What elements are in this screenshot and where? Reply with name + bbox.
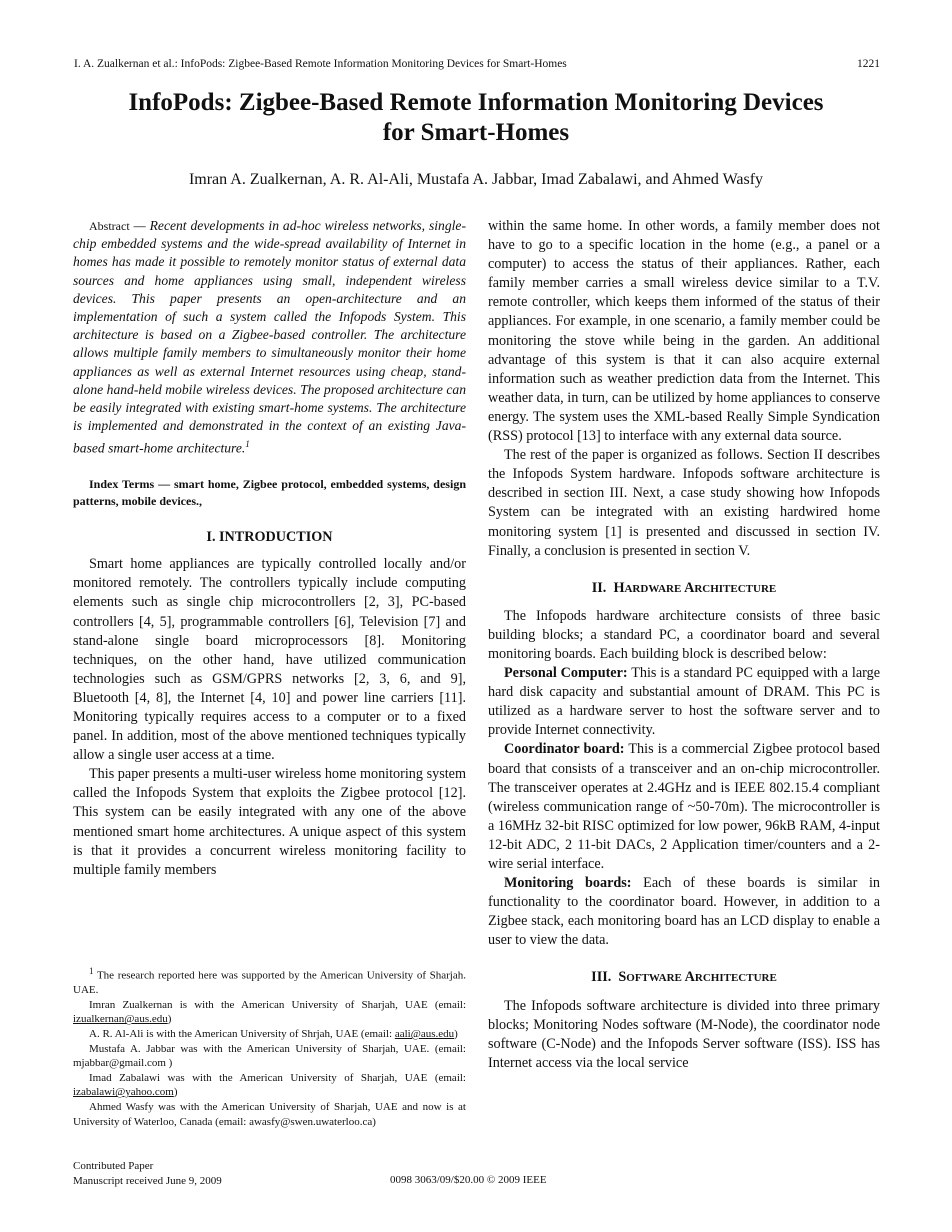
abstract-footnote-mark: 1 — [245, 439, 250, 450]
contributed-paper-label: Contributed Paper — [73, 1160, 154, 1172]
page-number: 1221 — [857, 58, 880, 70]
coordinator-board-label: Coordinator board: — [504, 741, 625, 758]
left-column — [73, 217, 466, 880]
software-intro: The Infopods software architecture is divided into three primary blocks; Monitoring Nodes software (M-Node), the coordinator node software (C-Node) and the Infopods Server software (ISS). ISS has Internet access via the local service — [488, 997, 880, 1071]
abstract — [73, 217, 466, 458]
title-line-1: InfoPods: Zigbee-Based Remote Information Monitoring Devices — [128, 89, 824, 116]
intro-paragraph-2: This paper presents a multi-user wireless home monitoring system called the Infopods System that exploits the Zigbee protocol [12]. This system can be easily integrated with any one of the above mentioned smart home architectures. A unique aspect of this system is that it provides a concurrent wireless monitoring facility to multiple family members — [73, 766, 466, 878]
section-2-heading: II. HARDWARE ARCHITECTURE — [591, 579, 777, 596]
coordinator-board-paragraph: Coordinator board: This is a commercial Zigbee protocol based board that consists of a transceiver and an on-chip microcontroller. The transceiver operates at 2.4GHz and is IEEE 802.15.4 compliant (wireless communication range of ~50-70m). The microcontroller is a 16MHz 32-bit RISC optimized for low power, 96kB RAM, 4-input 12-bit ADC, 2 11-bit DACs, 2 Application timer/counters and a 2-wire serial interface. — [488, 741, 880, 872]
footnote-author-2: A. R. Al-Ali is with the American University of Shrjah, UAE (email: aali@aus.edu) — [89, 1028, 458, 1041]
intro-paragraph-1: Smart home appliances are typically controlled locally and/or monitored remotely. The controllers typically include computing elements such as single chip microcontrollers [2, 3], PC-based controllers [4, 5], programmable controllers [6], Television [7] and stand-alone single board microprocessors [8]. Monitoring techniques, on the other hand, have utilized communication technologies such as GSM/GPRS networks [2, 3, 6, and 9], Bluetooth [4, 8], the Internet [4, 10] and power line carriers [11]. Monitoring typically requires access to a computer or to a fixed panel. In addition, most of the above mentioned techniques typically allow a single user access at a time. — [73, 556, 466, 764]
footnotes — [73, 964, 466, 1129]
section-3-heading: III. SOFTWARE ARCHITECTURE — [591, 969, 777, 986]
abstract-dash: — — [129, 218, 150, 233]
footnote-1-mark: 1 — [89, 966, 94, 976]
monitoring-boards-paragraph: Monitoring boards: Each of these boards is similar in functionality to the coordinator board. However, in addition to a Zigbee stack, each monitoring board has an LCD display to enable a user to view the data. — [488, 875, 880, 949]
abstract-lead: Abstract — [89, 219, 130, 233]
footnote-author-5: Ahmed Wasfy was with the American University of Sharjah, UAE and now is at University of Waterloo, Canada (email: awasfy@swen.uwaterloo.ca) — [73, 1101, 466, 1128]
title-line-2: for Smart-Homes — [382, 119, 570, 146]
author-list: Imran A. Zualkernan, A. R. Al-Ali, Mustafa A. Jabbar, Imad Zabalawi, and Ahmed Wasfy — [188, 171, 764, 188]
intro-paragraph-3: The rest of the paper is organized as follows. Section II describes the Infopods System hardware. Infopods software architecture is described in section III. Next, a case study showing how Infopods System can be integrated with an existing hardwired home monitoring system [1] is presented and discussed in section IV. Finally, a conclusion is presented in section V. — [488, 447, 880, 559]
email-link[interactable]: izualkernan@aus.edu — [73, 1013, 168, 1026]
footnote-author-3: Mustafa A. Jabbar was with the American University of Sharjah, UAE. (email: mjabbar@gmail.com ) — [73, 1042, 466, 1070]
email-link[interactable]: aali@aus.edu — [394, 1028, 455, 1041]
footer-left — [73, 1159, 222, 1188]
footnote-author-1: Imran Zualkernan is with the American University of Sharjah, UAE (email: izualkernan@aus.edu) — [73, 998, 466, 1026]
monitoring-boards-label: Monitoring boards: — [504, 875, 632, 892]
footnote-1: $^1$ The research reported here was supported by the American University of Sharjah. UAE. — [73, 966, 466, 997]
running-title: I. A. Zualkernan et al.: InfoPods: Zigbee-Based Remote Information Monitoring Devices for Smart-Homes — [74, 58, 567, 70]
right-column — [488, 217, 880, 1073]
section-1-heading: I. INTRODUCTION — [206, 529, 333, 546]
hardware-intro: The Infopods hardware architecture consists of three basic building blocks; a standard PC, a coordinator board and several monitoring boards. Each building block is described below: — [488, 607, 880, 662]
copyright-line: 0098 3063/09/$20.00 © 2009 IEEE — [390, 1174, 547, 1186]
running-header — [74, 58, 880, 70]
personal-computer-label: Personal Computer: — [504, 665, 628, 682]
abstract-text: Recent developments in ad-hoc wireless networks, single-chip embedded systems and the wide-spread availability of Internet in homes has made it possible to remotely monitor status of external data sources and home appliances using small, independent wireless devices. This paper presents an open-architecture and an implementation of such a system called the Infopods System. This architecture is based on a Zigbee-based controller. The architecture allows multiple family members to simultaneously monitor their home appliances as well as external Internet resources using cheap, stand-alone hand-held mobile wireless devices. The proposed architecture can be easily integrated with existing smart-home systems. The architecture is implemented and demonstrated in the context of an existing Java-based smart-home architecture. — [73, 218, 466, 456]
paper-title — [60, 88, 892, 148]
manuscript-received: Manuscript received June 9, 2009 — [73, 1174, 222, 1187]
email-link[interactable]: izabalawi@yahoo.com — [73, 1086, 174, 1099]
intro-paragraph-2-continued: within the same home. In other words, a family member does not have to go to a specific location in the home (e.g., a panel or a computer) to access the status of their appliances. Rather, each family member carries a small wireless device similar to a T.V. remote controller, which keeps them informed of the status of their appliances. For example, in one scenario, a family member could be monitoring the stove while being in the garden. An additional advantage of this system is that it can also acquire external information such as weather prediction data from the Internet. This weather data, in turn, can be utilized by home appliances to conserve energy. The system uses the XML-based Really Simple Syndication (RSS) protocol [13] to interface with any external data source. — [488, 218, 880, 445]
personal-computer-paragraph: Personal Computer: This is a standard PC equipped with a large hard disk capacity and substantial amount of DRAM. This PC is utilized as a hardware server to host the software server and to provide Internet connectivity. — [488, 665, 880, 739]
index-terms: Index Terms — smart home, Zigbee protocol, embedded systems, design patterns, mobile devices., — [73, 477, 466, 509]
footnote-author-4: Imad Zabalawi was with the American University of Sharjah, UAE (email: izabalawi@yahoo.com) — [73, 1071, 466, 1099]
